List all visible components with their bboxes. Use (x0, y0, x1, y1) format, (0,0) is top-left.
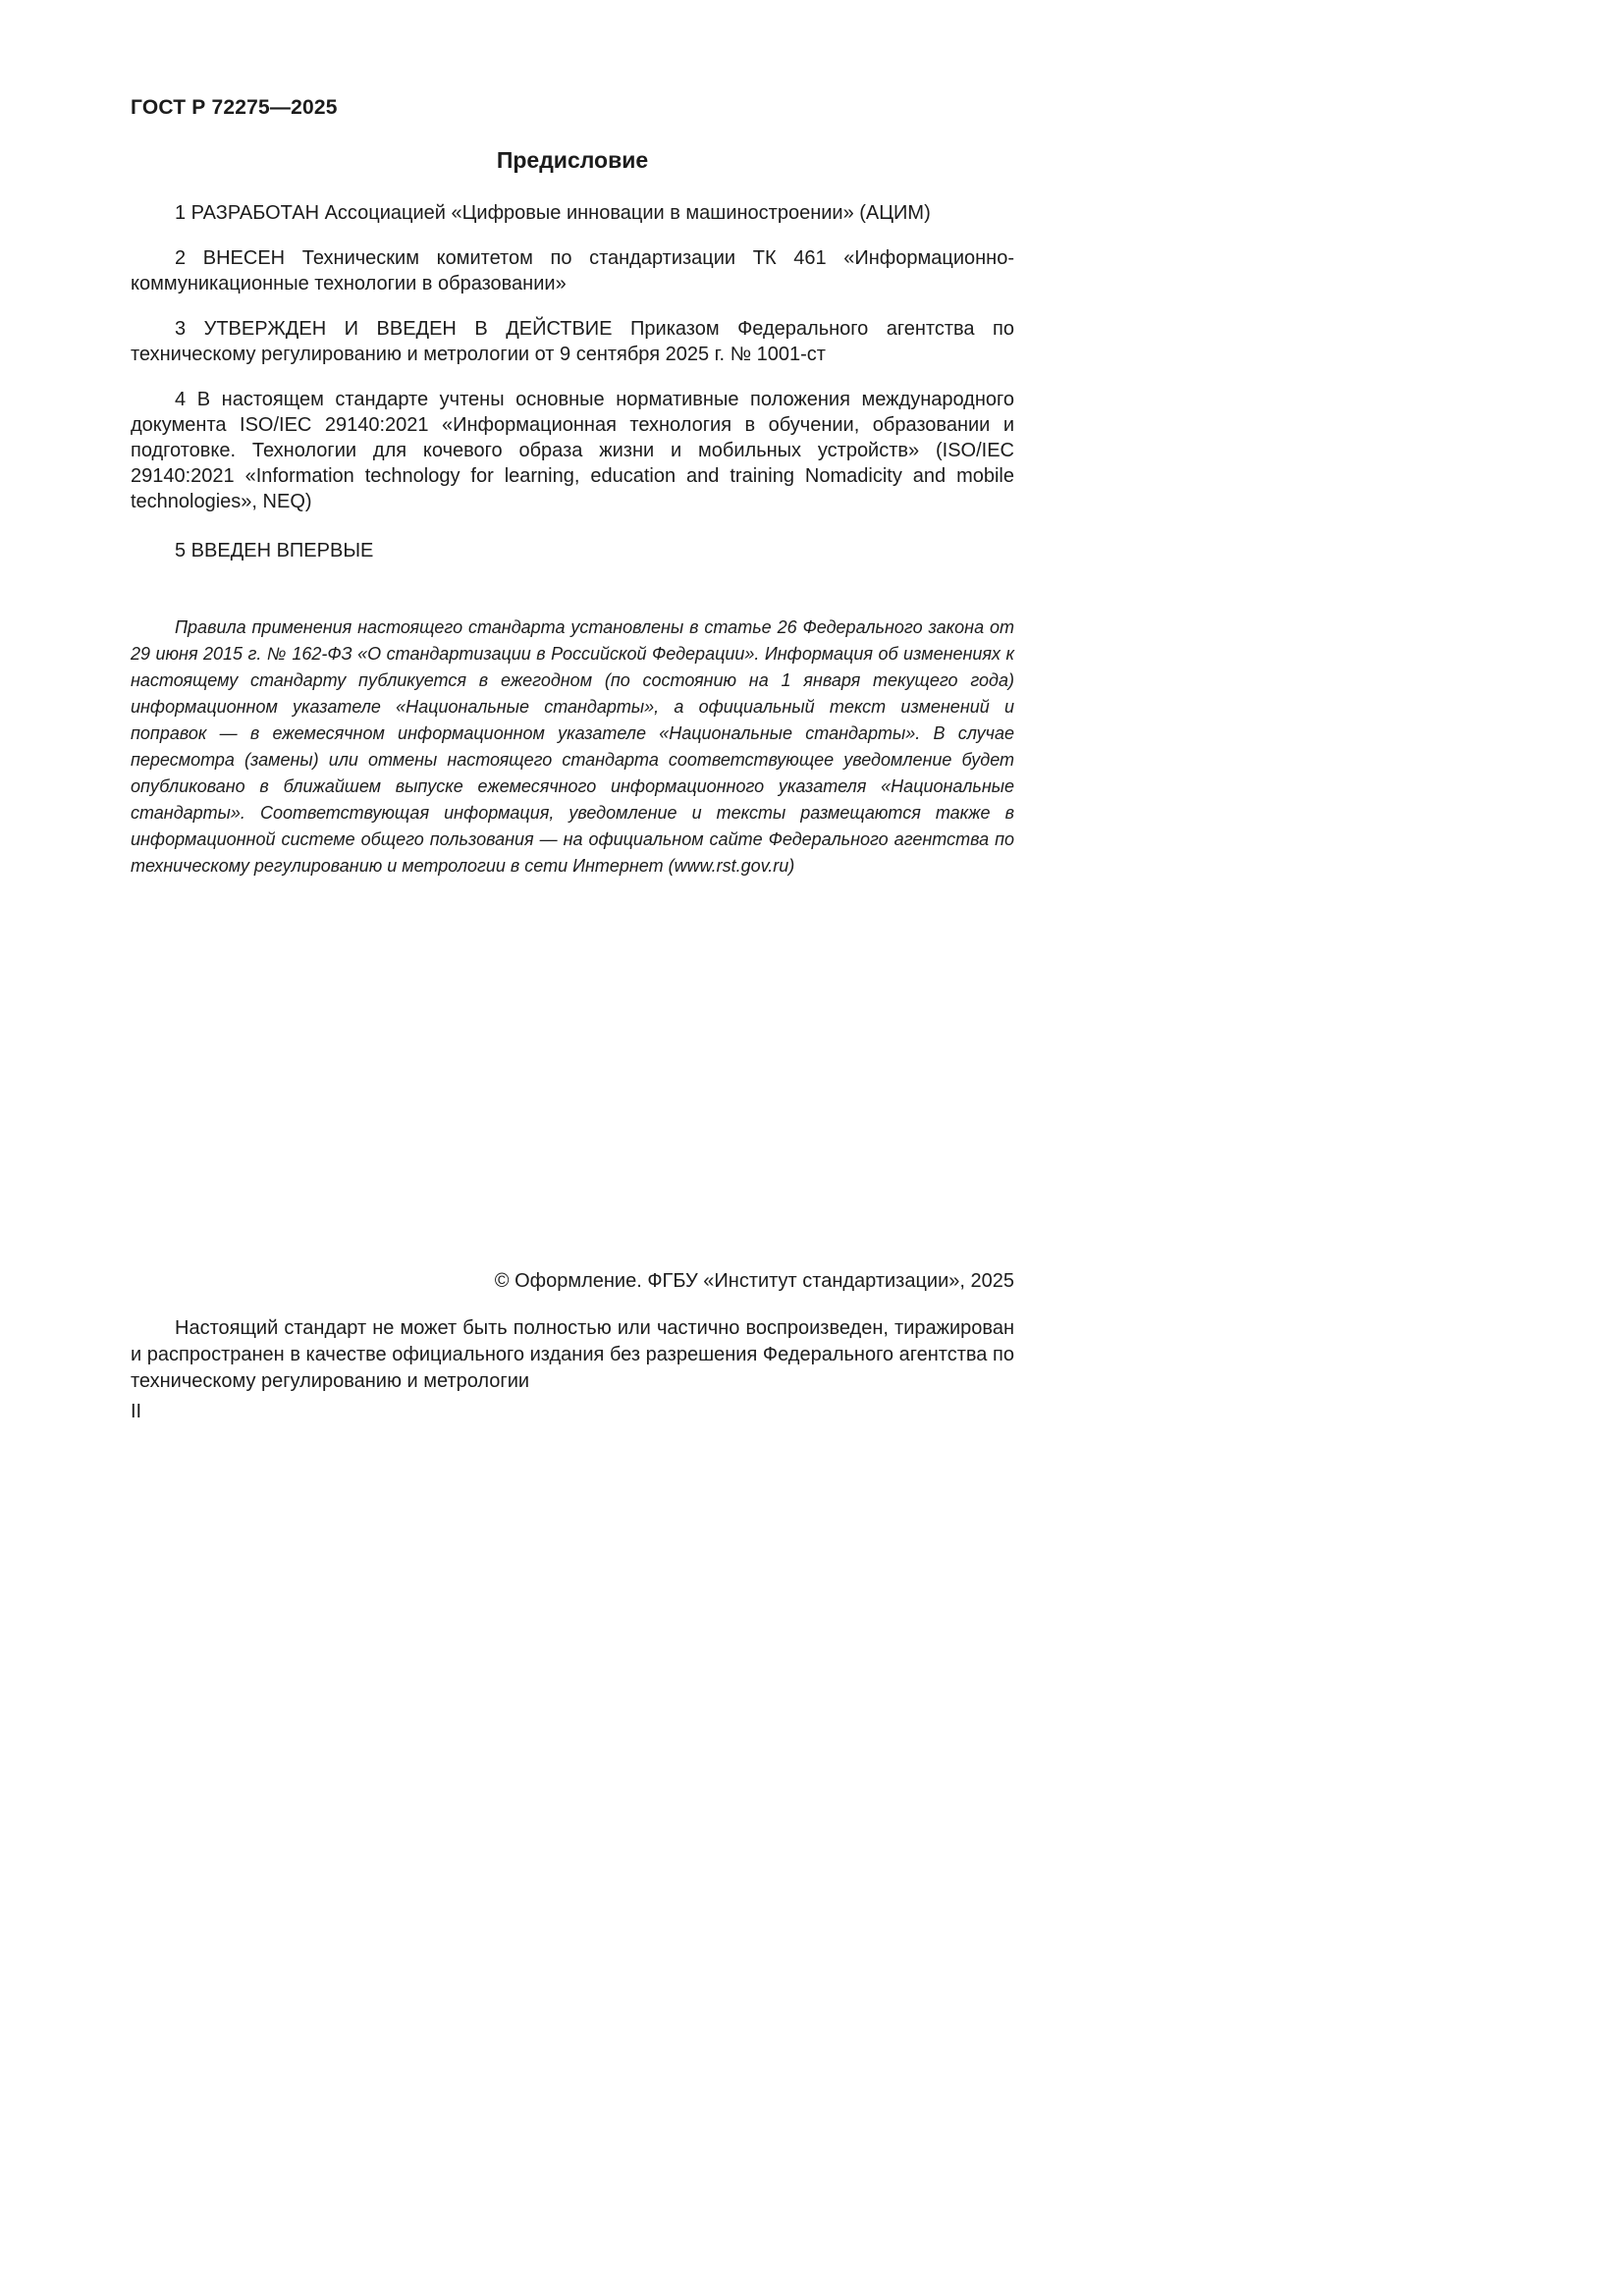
page-footer (131, 1268, 1014, 1424)
page-number: II (131, 1401, 142, 1422)
foreword-item-1: 1 РАЗРАБОТАН Ассоциацией «Цифровые инновации в машиностроении» (АЦИМ) (175, 202, 931, 224)
copyright-line: © Оформление. ФГБУ «Институт стандартизации», 2025 (494, 1270, 1014, 1292)
foreword-item-4: 4 В настоящем стандарте учтены основные нормативные положения международного документа ISO/IEC 29140:2021 «Информационная технология в обучении, образовании и подготовке. Технологии для кочевого образа жизни и мобильных устройств» (ISO/IEC 29140:2021 «Information technology for learning, education and training Nomadicity and mobile technologies», NEQ) (131, 389, 1014, 512)
legal-notice: Правила применения настоящего стандарта установлены в статье 26 Федерального закона от 29 июня 2015 г. № 162-ФЗ «О стандартизации в Российской Федерации». Информация об изменениях к настоящему стандарту публикуется в ежегодном (по состоянию на 1 января текущего года) информационном указателе «Национальные стандарты», а официальный текст изменений и поправок — в ежемесячном информационном указателе «Национальные стандарты». В случае пересмотра (замены) или отмены настоящего стандарта соответствующее уведомление будет опубликовано в ближайшем выпуске ежемесячного информационного указателя «Национальные стандарты». Соответствующая информация, уведомление и тексты размещаются также в информационной системе общего пользования — на официальном сайте Федерального агентства по техническому регулированию и метрологии в сети Интернет (www.rst.gov.ru) (131, 617, 1014, 876)
foreword-item-2: 2 ВНЕСЕН Техническим комитетом по стандартизации ТК 461 «Информационно-коммуникационные технологии в образовании» (131, 247, 1014, 294)
foreword-item-5: 5 ВВЕДЕН ВПЕРВЫЕ (175, 540, 374, 561)
foreword-item-3: 3 УТВЕРЖДЕН И ВВЕДЕН В ДЕЙСТВИЕ Приказом Федерального агентства по техническому регулированию и метрологии от 9 сентября 2025 г. № 1001-ст (131, 318, 1014, 365)
document-code: ГОСТ Р 72275—2025 (131, 96, 338, 119)
page-title: Предисловие (496, 147, 649, 173)
reproduction-notice: Настоящий стандарт не может быть полностью или частично воспроизведен, тиражирован и распространен в качестве официального издания без разрешения Федерального агентства по техническому регулированию и метрологии (131, 1317, 1014, 1392)
foreword-section (131, 137, 1014, 880)
